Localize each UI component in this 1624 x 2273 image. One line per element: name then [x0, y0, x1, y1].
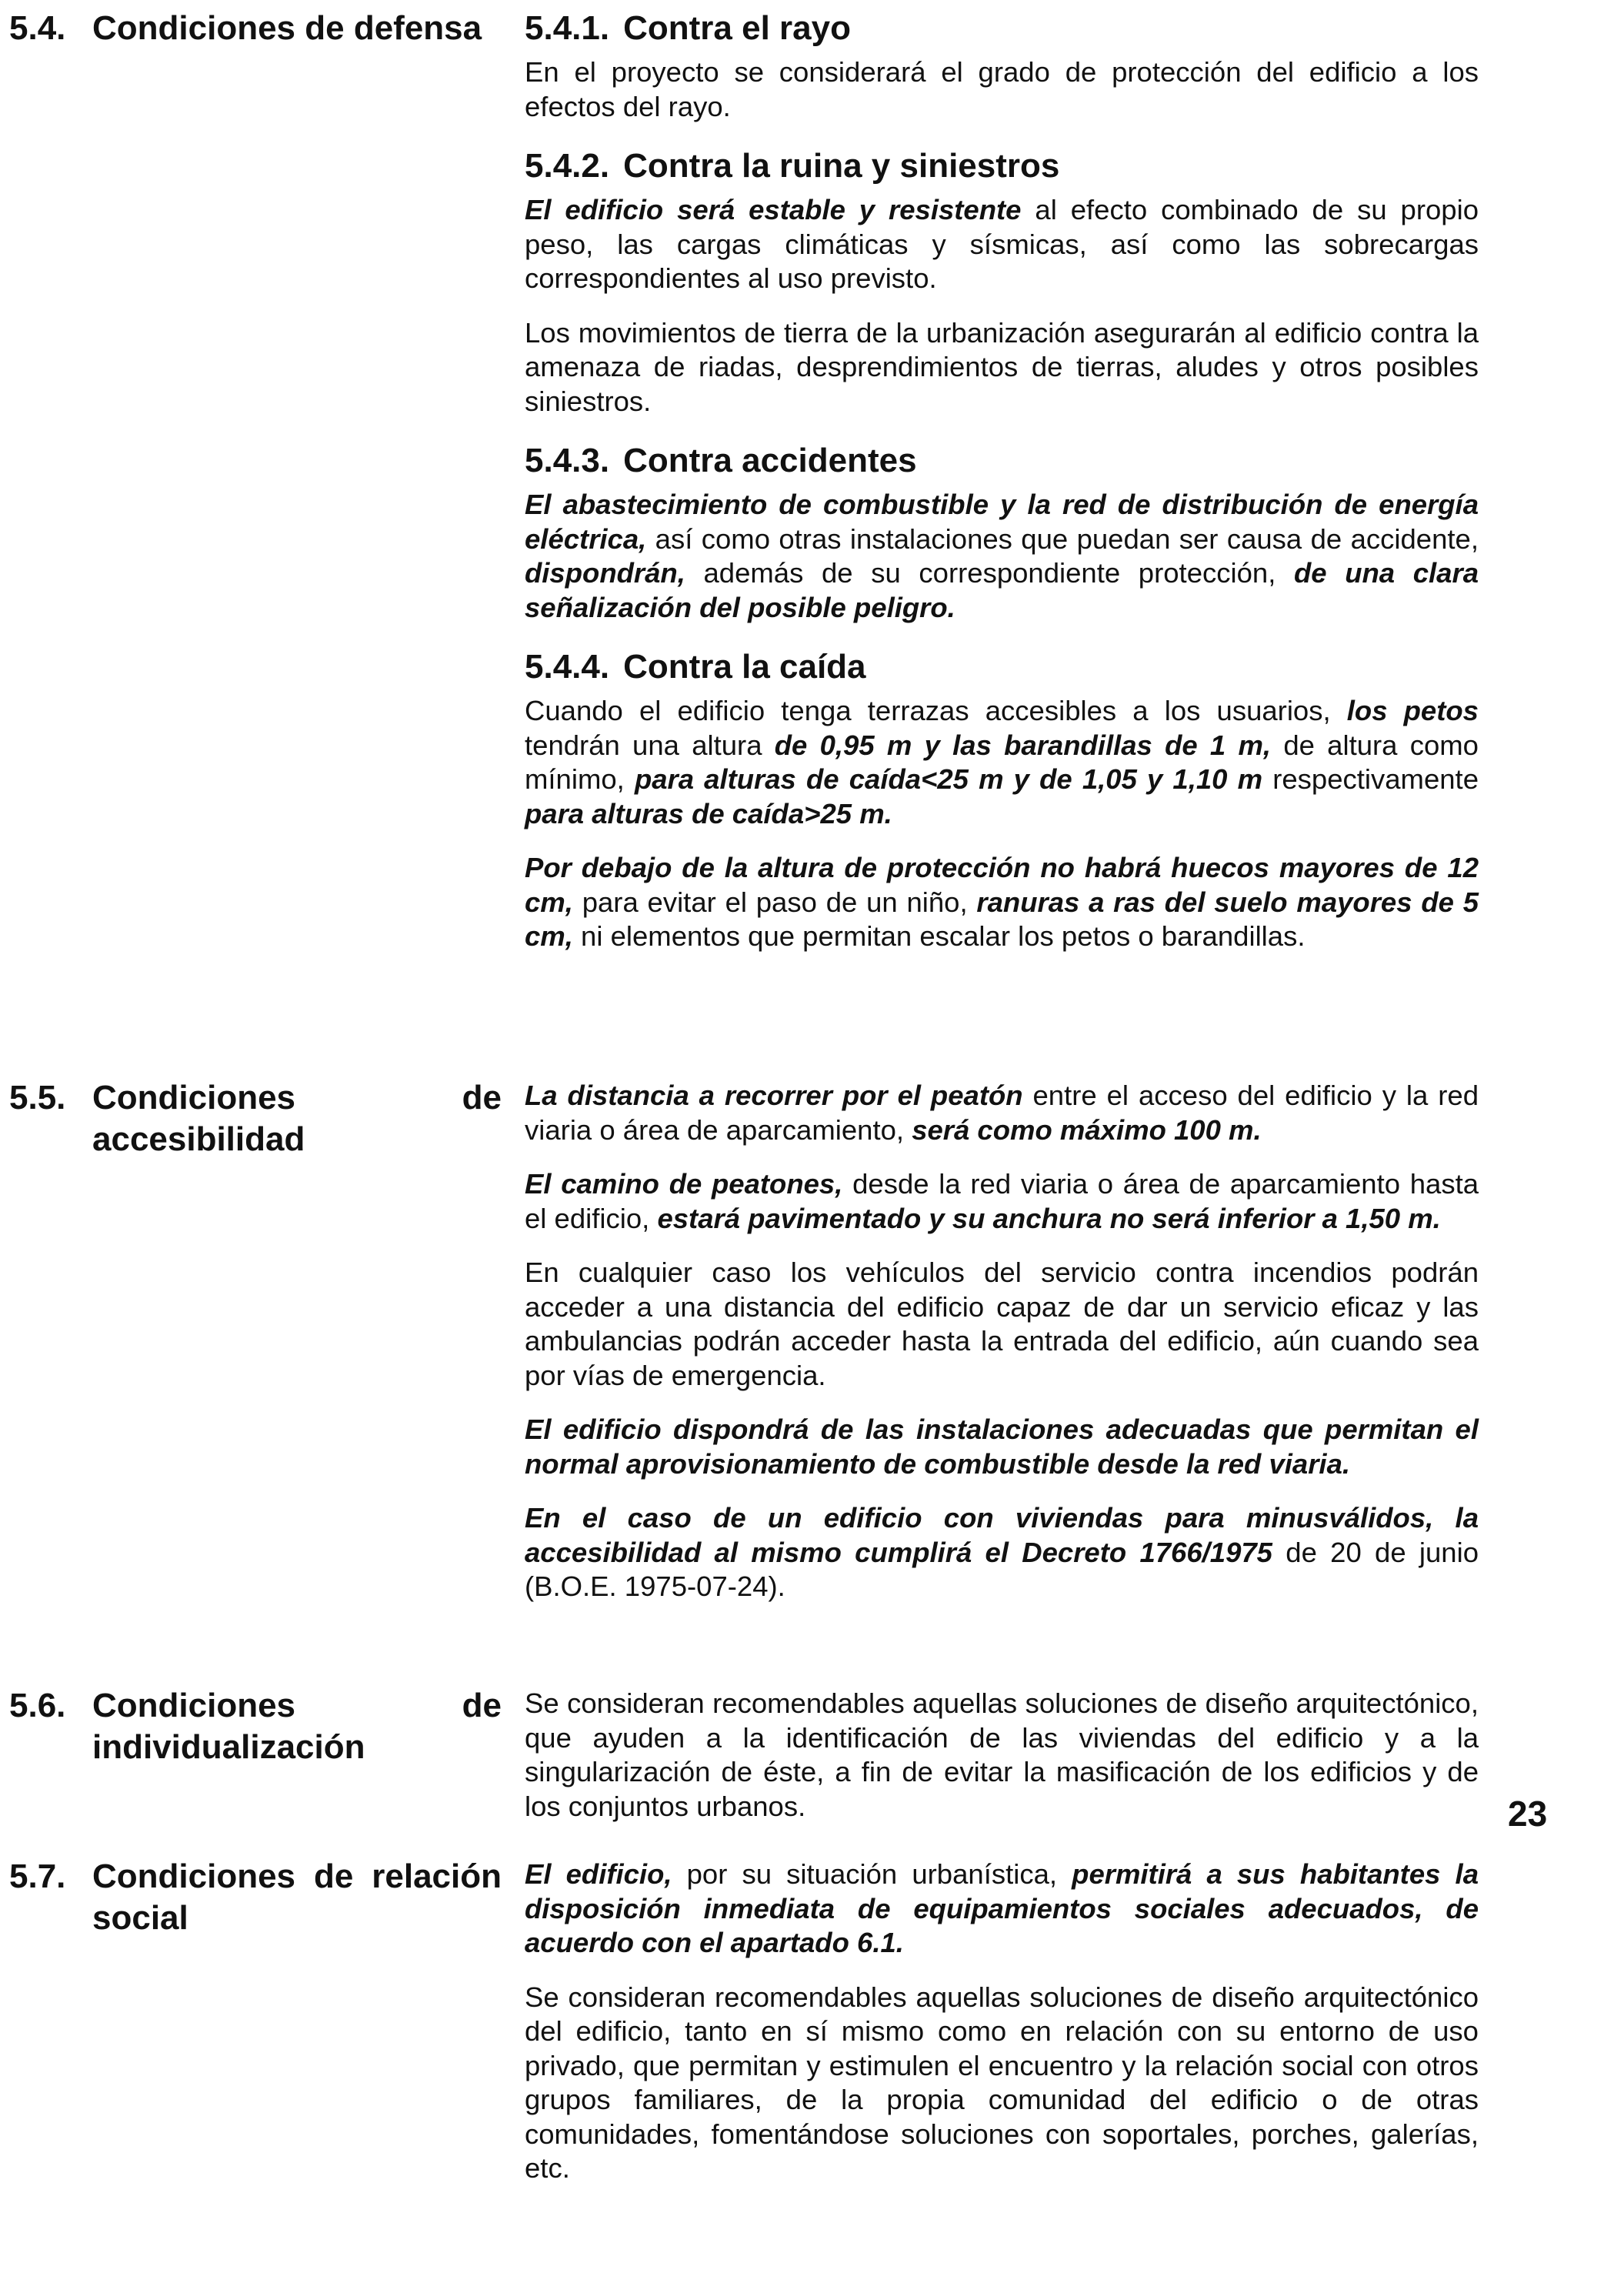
section-number: 5.6. — [9, 1687, 66, 1724]
paragraph — [525, 1079, 1479, 1147]
subsection-5-4-2 — [525, 147, 1479, 419]
paragraph — [525, 1981, 1479, 2186]
emphasis-text: dispondrán, — [525, 557, 685, 589]
emphasis-text: El edificio será estable y resistente — [525, 194, 1022, 225]
emphasis-text: de una clara señalización del posible peligro. — [525, 557, 1479, 623]
paragraph — [525, 1256, 1479, 1393]
body-text: respectivamente — [1262, 763, 1479, 795]
emphasis-text: El abastecimiento de combustible y la red de distribución de energía eléctrica, — [525, 489, 1479, 555]
body-text: por su situación urbanística, — [672, 1858, 1072, 1890]
paragraph — [525, 1857, 1479, 1961]
paragraph — [525, 694, 1479, 831]
paragraph — [525, 193, 1479, 296]
emphasis-text: estará pavimentado y su anchura no será inferior a 1,50 m. — [657, 1202, 1441, 1234]
paragraph — [525, 851, 1479, 954]
section-title: Condiciones de individualización — [92, 1687, 502, 1766]
body-text: Se consideran recomendables aquellas soluciones de diseño arquitectónico del edificio, tanto en sí mismo como en relación con su entorno de uso privado, que permitan y estimulen el encuentro y la relación social con otros grupos familiares, de la propia comunidad del edificio o de otras comunidades, fomentándose soluciones con soportales, porches, galerías, etc. — [525, 1981, 1479, 2184]
section-body — [525, 1857, 1479, 2206]
subsection-heading: 5.4.3. Contra accidentes — [525, 442, 917, 479]
subsection-heading: 5.4.4. Contra la caída — [525, 648, 866, 686]
paragraph — [525, 488, 1479, 625]
paragraph — [525, 55, 1479, 124]
section-number: 5.7. — [9, 1857, 66, 1895]
body-text: de altura como mínimo, — [525, 729, 1479, 795]
section-title: Condiciones de defensa — [92, 9, 482, 47]
body-text: al efecto combinado de su propio peso, las cargas climáticas y sísmicas, así como las sobrecargas correspondientes al uso previsto. — [525, 194, 1479, 294]
emphasis-text: El edificio dispondrá de las instalaciones adecuadas que permitan el normal aprovisionamiento de combustible desde la red viaria. — [525, 1414, 1479, 1480]
body-text: de 20 de junio (B.O.E. 1975-07-24). — [525, 1536, 1479, 1602]
body-text: En el proyecto se considerará el grado de protección del edificio a los efectos del rayo. — [525, 56, 1479, 122]
emphasis-text: será como máximo 100 m. — [912, 1113, 1262, 1146]
emphasis-text: ranuras a ras del suelo mayores de 5 cm, — [525, 886, 1479, 952]
body-text: Los movimientos de tierra de la urbanización asegurarán al edificio contra la amenaza de riadas, desprendimientos de tierras, aludes y otros posibles siniestros. — [525, 316, 1479, 417]
body-text: para evitar el paso de un niño, — [572, 886, 977, 918]
section-number: 5.4. — [9, 9, 66, 47]
body-text: además de su correspondiente protección, — [685, 557, 1294, 589]
body-text: ni elementos que permitan escalar los petos o barandillas. — [572, 920, 1306, 952]
body-text: Se consideran recomendables aquellas soluciones de diseño arquitectónico, que ayuden a la identificación de las viviendas del edificio y a la singularización de éste, a fin de evitar la masificación de los edificios y de los conjuntos urbanos. — [525, 1687, 1479, 1822]
emphasis-text: para alturas de caída>25 m. — [525, 797, 892, 829]
emphasis-text: permitirá a sus habitantes la disposición inmediata de equipamientos sociales adecuados, de acuerdo con el apartado 6.1. — [525, 1858, 1479, 1958]
paragraph — [525, 1687, 1479, 1824]
body-text: así como otras instalaciones que puedan ser causa de accidente, — [646, 522, 1479, 555]
emphasis-text: de 0,95 m y las barandillas de 1 m, — [774, 729, 1272, 761]
section-body — [525, 1687, 1479, 1844]
paragraph — [525, 1501, 1479, 1604]
emphasis-text: los petos — [1346, 695, 1479, 726]
paragraph — [525, 1167, 1479, 1236]
body-text: Cuando el edificio tenga terrazas accesibles a los usuarios, — [525, 695, 1347, 726]
subsection-5-4-1 — [525, 9, 1479, 124]
section-body — [525, 9, 1479, 974]
paragraph — [525, 316, 1479, 419]
body-text: entre el acceso del edificio y la red viaria o área de aparcamiento, — [525, 1080, 1479, 1146]
section-number: 5.5. — [9, 1079, 66, 1116]
paragraph — [525, 1413, 1479, 1481]
body-text: tendrán una altura — [525, 729, 775, 761]
emphasis-text: La distancia a recorrer por el peatón — [525, 1080, 1023, 1111]
subsection-5-4-4 — [525, 648, 1479, 954]
section-body — [525, 1079, 1479, 1624]
subsection-heading: 5.4.1. Contra el rayo — [525, 9, 851, 47]
section-heading — [9, 1685, 502, 1768]
body-text: desde la red viaria o área de aparcamiento hasta el edificio, — [525, 1168, 1479, 1234]
page-number: 23 — [1508, 1794, 1548, 1834]
body-text: En cualquier caso los vehículos del servicio contra incendios podrán acceder a una distancia del edificio capaz de dar un servicio eficaz y las ambulancias podrán acceder hasta la entrada del edificio, aún cuando sea por vías de emergencia. — [525, 1257, 1479, 1391]
emphasis-text: El camino de peatones, — [525, 1168, 843, 1200]
emphasis-text: En el caso de un edificio con viviendas para minusválidos, la accesibilidad al mismo cumplirá el Decreto 1766/1975 — [525, 1502, 1479, 1568]
emphasis-text: Por debajo de la altura de protección no habrá huecos mayores de 12 cm, — [525, 852, 1479, 918]
section-title: Condiciones de accesibilidad — [92, 1079, 502, 1158]
section-heading — [9, 8, 502, 49]
section-title: Condiciones de relación social — [92, 1857, 502, 1937]
section-heading — [9, 1077, 502, 1160]
subsection-heading: 5.4.2. Contra la ruina y siniestros — [525, 147, 1060, 185]
emphasis-text: para alturas de caída<25 m y de 1,05 y 1,10 m — [634, 763, 1263, 795]
emphasis-text: El edificio, — [525, 1858, 672, 1890]
section-heading — [9, 1856, 502, 1939]
subsection-5-4-3 — [525, 442, 1479, 625]
